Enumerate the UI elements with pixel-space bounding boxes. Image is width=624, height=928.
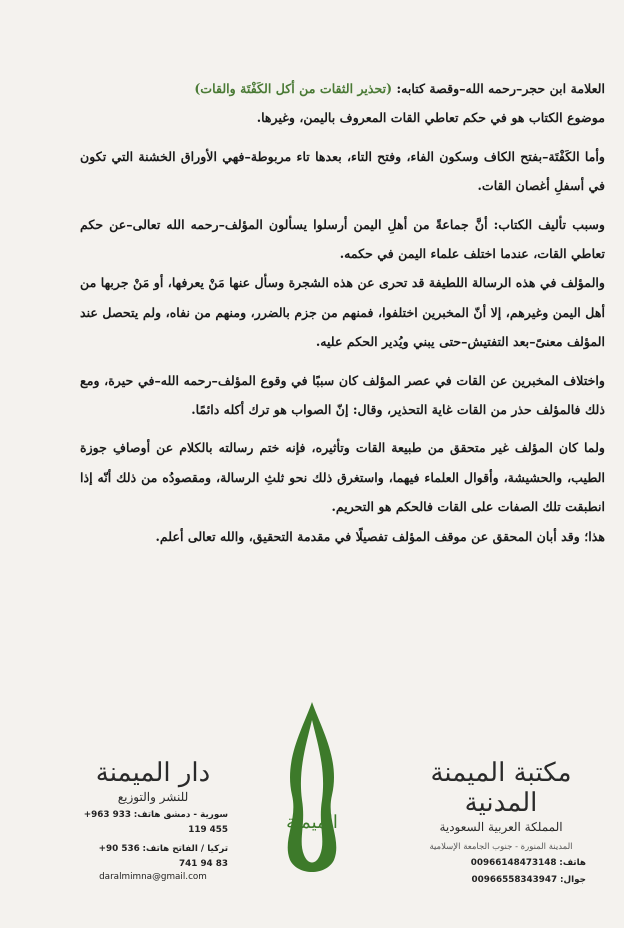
paragraph-title-intro: العلامة ابن حجر–رحمه الله–وقصة كتابه: — [392, 81, 605, 96]
body-text — [80, 74, 605, 551]
center-logo — [262, 700, 362, 880]
syria-label: سورية - دمشق هاتف: — [133, 810, 228, 820]
publisher-right-address: المدينة المنورة - جنوب الجامعة الإسلامية — [429, 842, 573, 852]
calligraphy-logo-icon — [262, 700, 362, 880]
turkey-label: تركيا / الفاتح هاتف: — [142, 844, 228, 854]
publisher-left — [78, 758, 228, 882]
publisher-left-name: دار الميمنة — [95, 758, 211, 788]
publisher-email[interactable]: daralmimna@gmail.com — [99, 872, 207, 882]
center-logo-text: الميمنة — [286, 812, 338, 833]
mobile-label: جوال: — [559, 875, 586, 885]
publisher-right-mobile — [416, 873, 586, 888]
book-title: (تحذير الثقات من أكل الكَفْتَة والقات) — [194, 81, 393, 96]
paragraph-conclusion: ولما كان المؤلف غير متحقق من طبيعة القات وتأثيره، فإنه ختم رسالته بالكلام عن أوصافِ جوزة الطيب، والحشيشة، وأقوال العلماء فيهما، واستغرق ذلك نحو ثلثِ الرسالة، ومقصودُه من ذلك أنّه إذا انطبقت تلك الصفات على القات فالحكم هو التحريم. — [80, 440, 605, 515]
paragraph-kafta: وأما الكَفْتَة–بفتح الكاف وسكون الفاء، وفتح التاء، بعدها تاء مربوطة–فهي الأوراق الخشنة التي تكون في أسفلِ أغصان القات. — [80, 148, 605, 194]
paragraph-disagreement: واختلاف المخبرين عن القات في عصر المؤلف كان سببًا في وقوع المؤلف–رحمه الله–في حيرة، ومع ذلك فالمؤلف حذر من القات غاية التحذير، وقال: إنّ الصواب هو ترك أكله دائمًا. — [80, 372, 605, 418]
turkey-number: +90 536 741 94 83 — [98, 844, 228, 869]
publisher-right-phone — [416, 856, 586, 871]
paragraph-title — [80, 74, 605, 103]
paragraph-closing: هذا؛ وقد أبان المحقق عن موقف المؤلف تفصيلًا في مقدمة التحقيق، والله تعالى أعلم. — [155, 528, 605, 544]
publisher-left-syria — [78, 808, 228, 838]
syria-number: +963 933 119 455 — [83, 810, 228, 835]
phone-number: 00966148473148 — [470, 858, 557, 868]
publisher-right — [416, 758, 586, 888]
mobile-number: 00966558343947 — [471, 875, 558, 885]
publisher-left-sub: للنشر والتوزيع — [117, 790, 189, 804]
paragraph-subject: موضوع الكتاب هو في حكم تعاطي القات المعروف باليمن، وغيرها. — [256, 110, 605, 126]
publisher-right-name: مكتبة الميمنة المدنية — [430, 758, 572, 818]
publisher-right-sub: المملكة العربية السعودية — [439, 820, 563, 834]
paragraph-reason: وسبب تأليف الكتاب: أنَّ جماعةً من أهلِ اليمن أرسلوا يسألون المؤلف–رحمه الله تعالى–عن حكم تعاطي القات، عندما اختلف علماء اليمن في حكمه. — [80, 216, 605, 262]
publisher-left-turkey — [78, 842, 228, 872]
paragraph-research: والمؤلف في هذه الرسالة اللطيفة قد تحرى عن هذه الشجرة وسأل عنها مَنْ يعرفها، أو مَنْ جربها من أهل اليمن وغيرهم، إلا أنّ المخبرين اختلفوا، فمنهم من جزم بالضرر، ومنهم من نفاه، ولم يتحصل عند المؤلف معنىً–بعد التفتيش–حتى يبني ويُدير الحكم عليه. — [80, 275, 605, 350]
phone-label: هاتف: — [559, 858, 586, 868]
